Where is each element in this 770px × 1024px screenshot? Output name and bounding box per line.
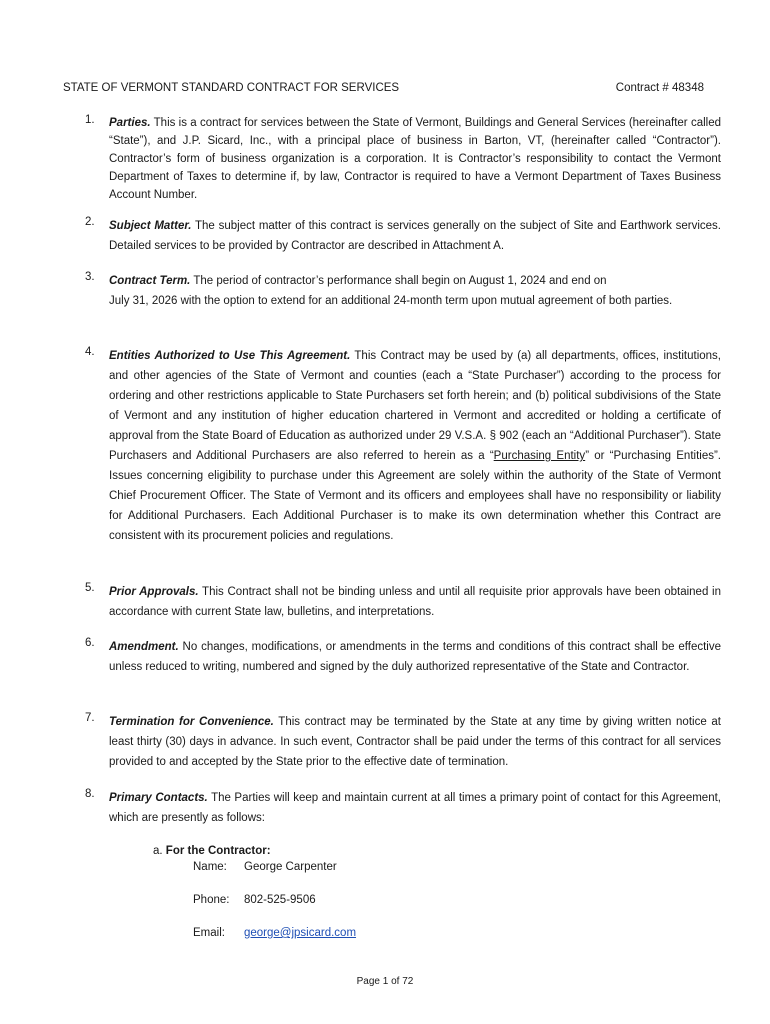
section-title: Parties. (109, 117, 151, 129)
section-number: 6. (85, 637, 95, 649)
section-parties (85, 114, 721, 204)
section-number: 5. (85, 582, 95, 594)
section-body (109, 346, 721, 546)
section-contract-term (85, 271, 721, 311)
section-prior-approvals (85, 582, 721, 622)
section-number: 7. (85, 712, 95, 724)
section-text: The subject matter of this contract is services generally on the subject of Site and Earthwork services. Detailed services to be provided by Contractor are described in Attachment A. (109, 220, 721, 252)
section-text: This Contract may be used by (a) all departments, offices, institutions, and other agencies of the State of Vermont and counties (each a “State Purchaser”) according to the process for ordering and other restrictions applicable to State Purchasers set forth herein; and (b) political subdivisions of the State of Vermont and any institution of higher education chartered in Vermont and accredited or holding a certificate of approval from the State Board of Education as authorized under 29 V.S.A. § 902 (each an “Additional Purchaser”). State Purchasers and Additional Purchasers are also referred to herein as a “ (109, 350, 721, 462)
section-title: Subject Matter. (109, 220, 192, 232)
section-text: The period of contractor’s performance shall begin on August 1, 2024 and end on (190, 275, 607, 287)
contact-name: George Carpenter (244, 861, 337, 873)
section-body (109, 788, 721, 828)
section-body (109, 216, 721, 256)
contact-heading: For the Contractor: (165, 845, 271, 857)
section-title: Amendment. (109, 641, 179, 653)
contact-phone: 802-525-9506 (244, 894, 316, 906)
section-text: No changes, modifications, or amendments in the terms and conditions of this contract shall be effective unless reduced to writing, numbered and signed by the duly authorized representative of the State and Contractor. (109, 641, 721, 673)
section-body (109, 637, 721, 677)
section-title: Contract Term. (109, 275, 191, 287)
contractor-contact-heading (153, 845, 271, 857)
contact-email-row (193, 927, 356, 939)
section-body (109, 271, 721, 311)
purchasing-entity-term: Purchasing Entity (493, 450, 586, 462)
section-text: This contract may be terminated by the State at any time by giving written notice at least thirty (30) days in advance. In such event, Contractor shall be paid under the terms of this contract for all services provided to and accepted by the State prior to the effective date of termination. (109, 716, 721, 768)
section-body (109, 712, 721, 772)
page-number: Page 1 of 72 (356, 976, 414, 987)
contract-number: Contract # 48348 (615, 82, 704, 94)
section-title: Entities Authorized to Use This Agreement. (109, 350, 351, 362)
section-number: 1. (85, 114, 95, 126)
contact-list-marker: a. (153, 845, 166, 857)
section-text: This is a contract for services between the State of Vermont, Buildings and General Services (hereinafter called “State”), and J.P. Sicard, Inc., with a principal place of business in Barton, VT, (hereinafter called “Contractor”). Contractor’s form of business organization is a corporation. It is Contractor’s responsibility to contact the Vermont Department of Taxes to determine if, by law, Contractor is required to have a Vermont Department of Taxes Business Account Number. (109, 117, 721, 201)
section-number: 2. (85, 216, 95, 228)
section-amendment (85, 637, 721, 677)
email-label: Email: (193, 927, 225, 939)
section-entities-authorized (85, 346, 721, 546)
contact-email-link[interactable]: george@jpsicard.com (244, 927, 357, 939)
contact-name-row (193, 861, 337, 873)
section-title: Termination for Convenience. (109, 716, 274, 728)
contact-phone-row (193, 894, 316, 906)
contract-title: STATE OF VERMONT STANDARD CONTRACT FOR SERVICES (63, 82, 400, 94)
section-primary-contacts (85, 788, 721, 828)
section-text-continued: ” or “Purchasing Entities”. Issues concerning eligibility to purchase under this Agreement are solely within the authority of the State of Vermont Chief Procurement Officer. The State of Vermont and its officers and employees shall have no responsibility or liability for Additional Purchasers. Each Additional Purchaser is to make its own determination whether this Contract are consistent with its procurement policies and regulations. (109, 450, 721, 542)
section-text: The Parties will keep and maintain current at all times a primary point of contact for this Agreement, which are presently as follows: (109, 792, 721, 824)
section-title: Primary Contacts. (109, 792, 208, 804)
section-subject-matter (85, 216, 721, 256)
section-title: Prior Approvals. (109, 586, 199, 598)
section-number: 3. (85, 271, 95, 283)
section-number: 8. (85, 788, 95, 800)
section-text: This Contract shall not be binding unless and until all requisite prior approvals have been obtained in accordance with current State law, bulletins, and interpretations. (109, 586, 722, 618)
section-body (109, 114, 721, 204)
section-text-continued: July 31, 2026 with the option to extend for an additional 24-month term upon mutual agreement of both parties. (109, 295, 673, 307)
section-termination (85, 712, 721, 772)
section-number: 4. (85, 346, 95, 358)
contract-header (63, 82, 704, 94)
section-body (109, 582, 721, 622)
name-label: Name: (193, 861, 227, 873)
phone-label: Phone: (193, 894, 230, 906)
